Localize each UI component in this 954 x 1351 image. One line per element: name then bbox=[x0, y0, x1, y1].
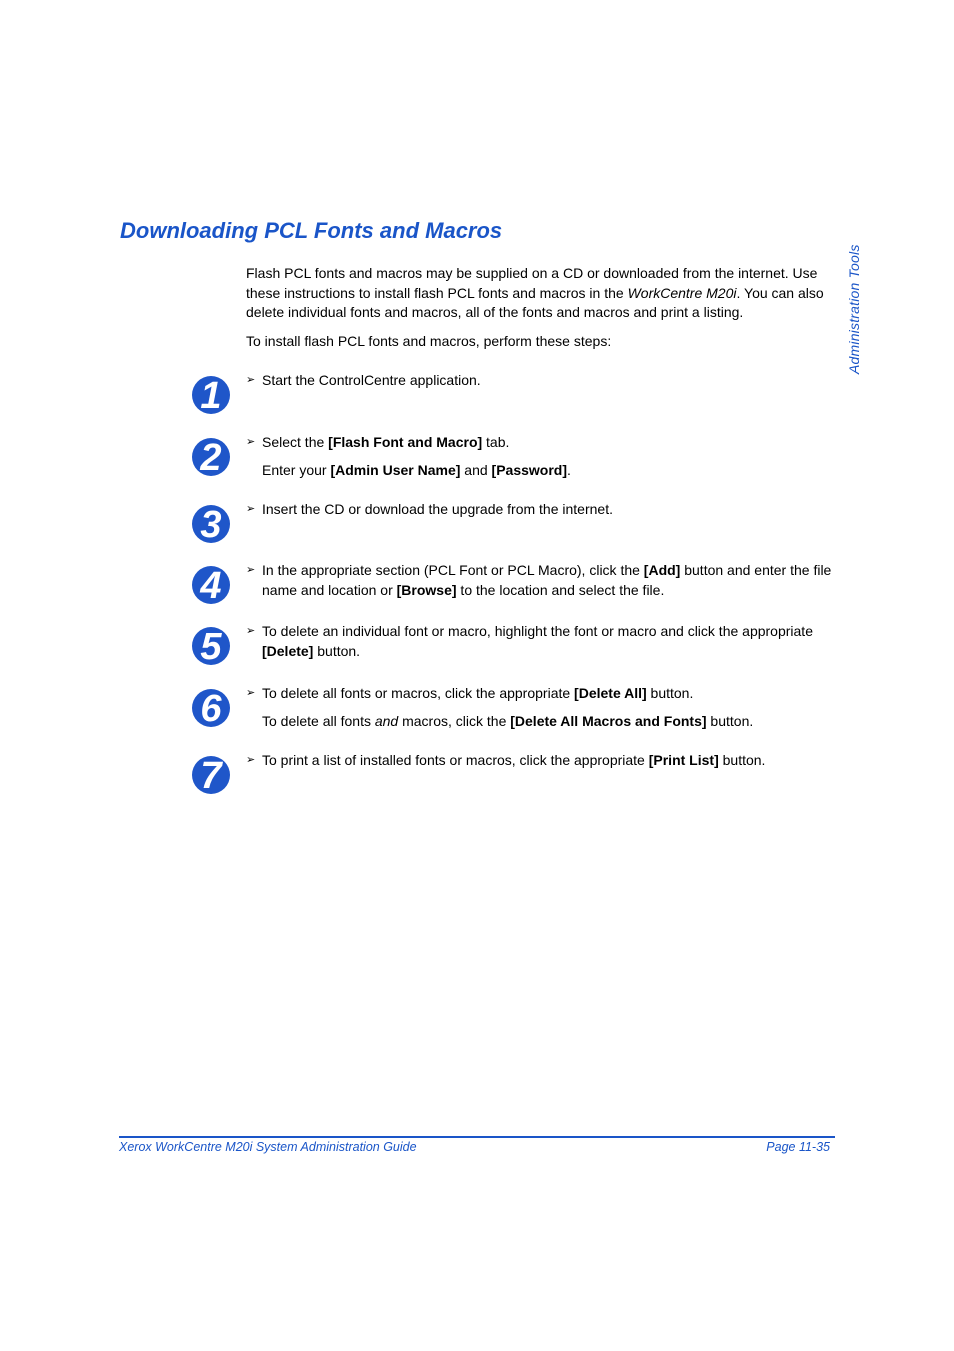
arrow-icon: ➢ bbox=[246, 625, 256, 637]
step-3-number-badge bbox=[190, 503, 232, 545]
step-1: ➢ Start the ControlCentre application. bbox=[246, 372, 481, 388]
step-2-number-badge bbox=[190, 436, 232, 478]
intro-instruction: To install flash PCL fonts and macros, perform these steps: bbox=[246, 333, 612, 349]
footer-page-number: Page 11-35 bbox=[766, 1140, 830, 1154]
step-3: ➢ Insert the CD or download the upgrade from the internet. bbox=[246, 501, 613, 517]
step-number: 1 bbox=[200, 375, 222, 416]
arrow-icon: ➢ bbox=[246, 374, 256, 386]
side-tab bbox=[846, 226, 866, 374]
step-number: 2 bbox=[200, 437, 222, 478]
side-tab-label: Administration Tools bbox=[846, 244, 862, 374]
footer-divider bbox=[119, 1136, 835, 1138]
arrow-icon: ➢ bbox=[246, 436, 256, 448]
step-7-number-badge bbox=[190, 754, 232, 796]
step-number: 6 bbox=[200, 688, 222, 729]
arrow-icon: ➢ bbox=[246, 687, 256, 699]
step-number: 7 bbox=[200, 755, 222, 796]
arrow-icon: ➢ bbox=[246, 754, 256, 766]
step-5-number-badge bbox=[190, 625, 232, 667]
step-7: ➢ To print a list of installed fonts or macros, click the appropriate [Print List] button. bbox=[246, 752, 766, 768]
step-number: 4 bbox=[200, 565, 222, 606]
step-4-number-badge bbox=[190, 564, 232, 606]
step-2: ➢ Select the [Flash Font and Macro] tab. Enter your [Admin User Name] and [Password]. bbox=[246, 434, 571, 478]
step-5: ➢ To delete an individual font or macro, highlight the font or macro and click the appropriate [Delete] button. bbox=[246, 623, 813, 659]
step-number: 3 bbox=[200, 504, 222, 545]
page-title: Downloading PCL Fonts and Macros bbox=[120, 218, 503, 243]
step-number: 5 bbox=[200, 626, 222, 667]
arrow-icon: ➢ bbox=[246, 564, 256, 576]
step-1-number-badge bbox=[190, 374, 232, 416]
step-6-number-badge bbox=[190, 687, 232, 729]
footer-guide-title: Xerox WorkCentre M20i System Administration Guide bbox=[119, 1140, 417, 1154]
step-6: ➢ To delete all fonts or macros, click the appropriate [Delete All] button. To delete all fonts and macros, click the [Delete All Macros and Fonts] button. bbox=[246, 685, 754, 729]
step-4: ➢ In the appropriate section (PCL Font or PCL Macro), click the [Add] button and enter the file name and location or [Browse] to the location and select the file. bbox=[246, 562, 832, 598]
intro-paragraph: Flash PCL fonts and macros may be supplied on a CD or downloaded from the internet. Use these instructions to install flash PCL fonts and macros in the WorkCentre M20i. You can also delete individual fonts and macros, all of the fonts and macros and print a listing. bbox=[246, 265, 824, 320]
arrow-icon: ➢ bbox=[246, 503, 256, 515]
